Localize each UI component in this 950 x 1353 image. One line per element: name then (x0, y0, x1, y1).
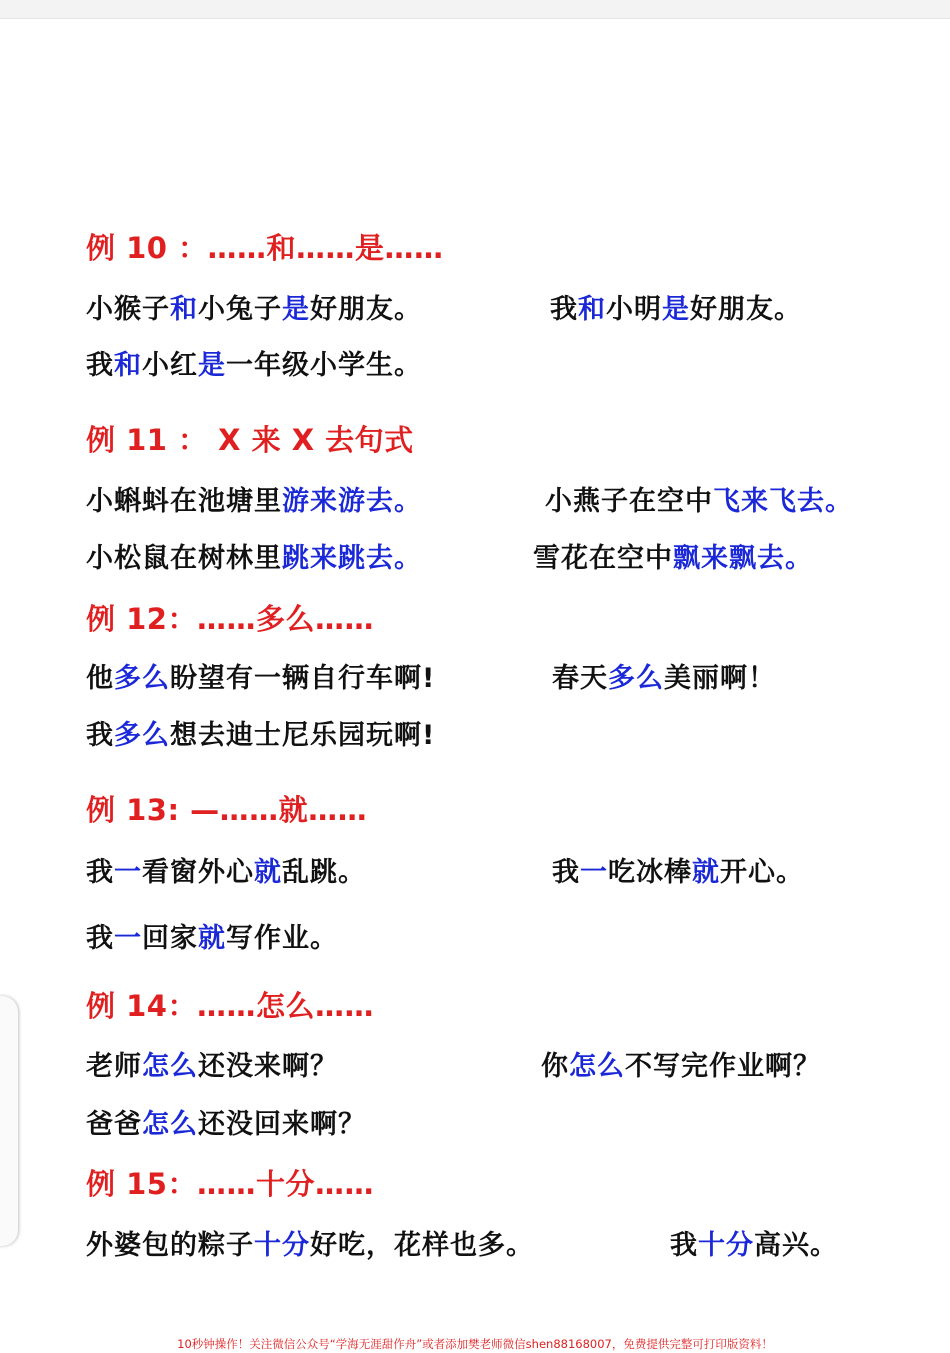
text-segment: 小松鼠在树林里 (86, 543, 282, 574)
text-segment: 老师 (86, 1051, 142, 1082)
keyword: 十分 (254, 1230, 310, 1261)
text-segment: 好朋友。 (310, 294, 422, 325)
example-10-sentence-3 (86, 343, 422, 382)
keyword: 就 (692, 857, 720, 888)
keyword: 和 (578, 294, 606, 325)
keyword: 怎么 (142, 1051, 198, 1082)
text-segment: 吃冰棒 (608, 857, 692, 888)
keyword: 就 (198, 923, 226, 954)
keyword: 飘来飘去。 (673, 543, 813, 574)
keyword: 多么 (114, 720, 170, 751)
example-14-sentence-3 (86, 1102, 366, 1141)
text-segment: 雪花在空中 (533, 543, 673, 574)
text-segment: 想去迪士尼乐园玩啊! (170, 720, 436, 751)
keyword: 是 (198, 350, 226, 381)
example-15-heading: 例 15：……十分…… (86, 1167, 374, 1201)
example-11-sentence-4 (533, 536, 813, 575)
text-segment: 小明 (606, 294, 662, 325)
text-segment: 你 (541, 1051, 569, 1082)
text-segment: 小猴子 (86, 294, 170, 325)
text-segment: 盼望有一辆自行车啊! (170, 663, 436, 694)
example-12-heading: 例 12：……多么…… (86, 602, 374, 636)
keyword: 一 (580, 857, 608, 888)
text-segment: 我 (552, 857, 580, 888)
text-segment: 春天 (552, 663, 608, 694)
example-12-sentence-2 (552, 656, 776, 695)
text-segment: 看窗外心 (142, 857, 254, 888)
example-11-sentence-3 (86, 536, 422, 575)
side-panel-handle[interactable] (0, 996, 18, 1246)
text-segment: 一年级小学生。 (226, 350, 422, 381)
text-segment: 小燕子在空中 (545, 486, 713, 517)
text-segment: 小红 (142, 350, 198, 381)
keyword: 一 (114, 923, 142, 954)
top-bar (0, 0, 950, 19)
text-segment: 我 (670, 1230, 698, 1261)
text-segment: 外婆包的粽子 (86, 1230, 254, 1261)
keyword: 就 (254, 857, 282, 888)
keyword: 怎么 (142, 1109, 198, 1140)
text-segment: 高兴。 (754, 1230, 838, 1261)
example-13-sentence-1 (86, 850, 366, 889)
footer-notice: 10秒钟操作！关注微信公众号“学海无涯甜作舟”或者添加樊老师微信shen88168007，免费提供完整可打印版资料！ (177, 1337, 773, 1351)
keyword: 是 (282, 294, 310, 325)
keyword: 十分 (698, 1230, 754, 1261)
text-segment: 回家 (142, 923, 198, 954)
text-segment: 我 (86, 350, 114, 381)
text-segment: 不写完作业啊？ (625, 1051, 821, 1082)
text-segment: 美丽啊！ (664, 663, 776, 694)
text-segment: 写作业。 (226, 923, 338, 954)
keyword: 飞来飞去。 (713, 486, 853, 517)
text-segment: 我 (86, 857, 114, 888)
text-segment: 小兔子 (198, 294, 282, 325)
example-15-sentence-2 (670, 1223, 838, 1262)
example-13-heading: 例 13: —……就…… (86, 793, 368, 827)
keyword: 游来游去。 (282, 486, 422, 517)
example-14-sentence-1 (86, 1044, 338, 1083)
example-13-sentence-2 (552, 850, 804, 889)
text-segment: 开心。 (720, 857, 804, 888)
text-segment: 还没回来啊？ (198, 1109, 366, 1140)
example-13-sentence-3 (86, 916, 338, 955)
keyword: 怎么 (569, 1051, 625, 1082)
text-segment: 爸爸 (86, 1109, 142, 1140)
example-12-sentence-3 (86, 713, 435, 752)
keyword: 和 (114, 350, 142, 381)
example-14-sentence-2 (541, 1044, 821, 1083)
text-segment: 他 (86, 663, 114, 694)
example-10-sentence-1 (86, 287, 422, 326)
example-11-sentence-2 (545, 479, 853, 518)
example-14-heading: 例 14：……怎么…… (86, 989, 374, 1023)
keyword: 跳来跳去。 (282, 543, 422, 574)
keyword: 多么 (114, 663, 170, 694)
text-segment: 我 (86, 720, 114, 751)
keyword: 一 (114, 857, 142, 888)
text-segment: 还没来啊？ (198, 1051, 338, 1082)
text-segment: 好吃，花样也多。 (310, 1230, 534, 1261)
text-segment: 好朋友。 (690, 294, 802, 325)
example-15-sentence-1 (86, 1223, 534, 1262)
keyword: 是 (662, 294, 690, 325)
example-12-sentence-1 (86, 656, 435, 695)
text-segment: 我 (550, 294, 578, 325)
text-segment: 我 (86, 923, 114, 954)
keyword: 多么 (608, 663, 664, 694)
example-10-heading: 例 10 ：……和……是…… (86, 231, 444, 265)
keyword: 和 (170, 294, 198, 325)
example-11-sentence-1 (86, 479, 422, 518)
example-10-sentence-2 (550, 287, 802, 326)
text-segment: 乱跳。 (282, 857, 366, 888)
text-segment: 小蝌蚪在池塘里 (86, 486, 282, 517)
example-11-heading: 例 11 ： X 来 X 去句式 (86, 423, 414, 457)
